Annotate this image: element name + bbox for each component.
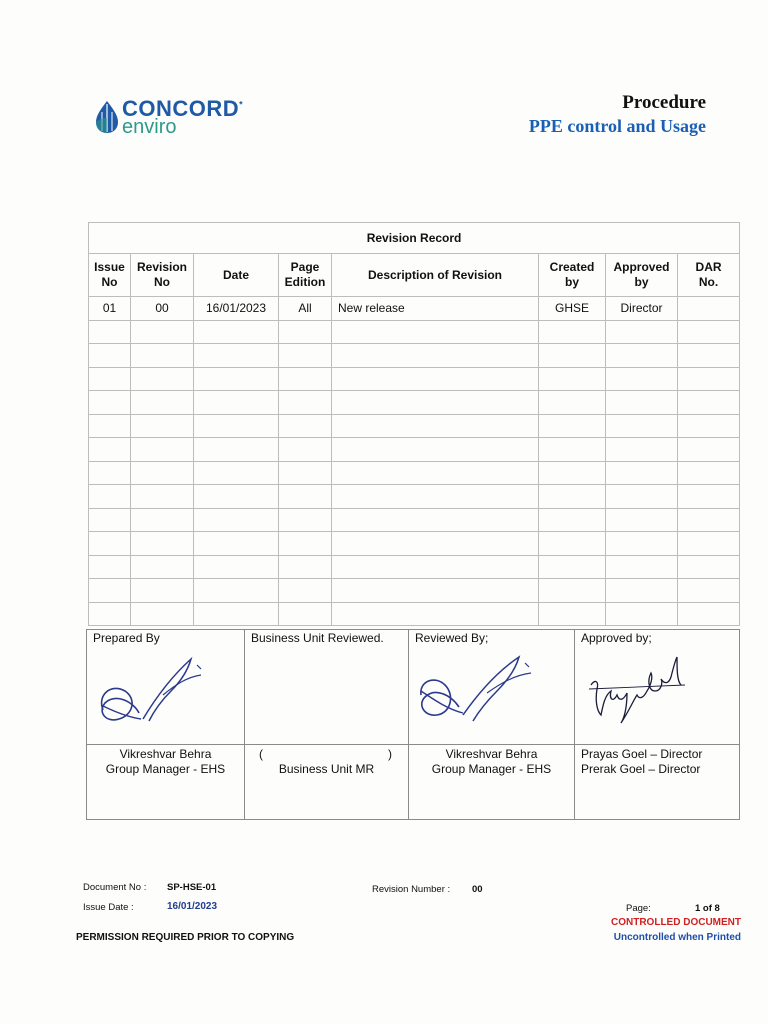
empty-cell: [89, 485, 131, 509]
empty-cell: [606, 508, 678, 532]
prepared-by-title: Group Manager - EHS: [105, 762, 226, 776]
table-row: [89, 485, 740, 509]
empty-cell: [194, 414, 279, 438]
document-title: PPE control and Usage: [528, 116, 706, 136]
empty-cell: [606, 414, 678, 438]
empty-cell: [539, 414, 606, 438]
empty-cell: [89, 391, 131, 415]
empty-cell: [89, 555, 131, 579]
empty-cell: [279, 320, 332, 344]
blank-name-parens: [251, 747, 402, 761]
created-by-cell: GHSE: [539, 297, 606, 321]
empty-cell: [131, 367, 194, 391]
table-row: [89, 344, 740, 368]
empty-cell: [539, 438, 606, 462]
logo-brand-text: CONCORD*: [122, 96, 244, 121]
empty-cell: [131, 344, 194, 368]
table-row: [89, 532, 740, 556]
business-unit-mr-cell: [245, 745, 409, 820]
prepared-by-cell: [87, 630, 245, 745]
issue-date-label: Issue Date :: [83, 902, 134, 913]
empty-cell: [606, 532, 678, 556]
empty-cell: [332, 485, 539, 509]
table-row: [89, 297, 740, 321]
empty-cell: [332, 508, 539, 532]
empty-cell: [279, 461, 332, 485]
empty-cell: [194, 579, 279, 603]
empty-cell: [332, 532, 539, 556]
empty-cell: [678, 391, 740, 415]
empty-cell: [678, 414, 740, 438]
empty-cell: [332, 555, 539, 579]
description-cell: New release: [332, 297, 539, 321]
empty-cell: [678, 485, 740, 509]
logo-sub-text: enviro: [122, 116, 177, 138]
approver-line-2: Prerak Goel – Director: [581, 762, 701, 776]
empty-cell: [131, 438, 194, 462]
dar-no-cell: [678, 297, 740, 321]
empty-cell: [539, 485, 606, 509]
empty-cell: [279, 414, 332, 438]
empty-cell: [194, 555, 279, 579]
reviewed-by-label: Reviewed By;: [415, 631, 489, 645]
empty-cell: [89, 367, 131, 391]
empty-cell: [194, 532, 279, 556]
empty-cell: [194, 391, 279, 415]
column-header: DAR No.: [678, 254, 740, 297]
business-unit-mr-name: Business Unit MR: [278, 762, 375, 776]
empty-cell: [131, 555, 194, 579]
empty-cell: [131, 508, 194, 532]
revision-no-cell: 00: [131, 297, 194, 321]
empty-cell: [279, 438, 332, 462]
empty-cell: [194, 344, 279, 368]
empty-cell: [678, 344, 740, 368]
issue-date-value: 16/01/2023: [167, 901, 218, 912]
document-no-value: SP-HSE-01: [167, 882, 217, 893]
empty-cell: [606, 602, 678, 626]
revision-record-table: [88, 222, 740, 626]
empty-cell: [279, 391, 332, 415]
empty-cell: [539, 391, 606, 415]
empty-cell: [539, 508, 606, 532]
empty-cell: [539, 555, 606, 579]
empty-cell: [89, 579, 131, 603]
table-row: [89, 555, 740, 579]
empty-cell: [131, 485, 194, 509]
empty-cell: [279, 532, 332, 556]
empty-cell: [678, 508, 740, 532]
table-row: [89, 391, 740, 415]
empty-cell: [606, 391, 678, 415]
column-header: Revision No: [131, 254, 194, 297]
revision-header-row: [89, 254, 740, 297]
empty-cell: [131, 602, 194, 626]
controlled-document-notice: CONTROLLED DOCUMENT: [611, 917, 741, 928]
business-unit-reviewed-label: Business Unit Reviewed.: [251, 631, 384, 645]
empty-cell: [89, 438, 131, 462]
column-header: Date: [194, 254, 279, 297]
paren-close: ): [388, 747, 392, 761]
prepared-by-name-cell: [87, 745, 245, 820]
reviewed-by-title: Group Manager - EHS: [431, 762, 552, 776]
empty-cell: [539, 461, 606, 485]
reviewed-by-name-cell: [409, 745, 575, 820]
empty-cell: [89, 344, 131, 368]
table-row: [89, 461, 740, 485]
signoff-table: [86, 629, 740, 820]
empty-cell: [279, 579, 332, 603]
column-header: Description of Revision: [332, 254, 539, 297]
page-label: Page:: [626, 903, 651, 914]
approved-by-label: Approved by;: [581, 631, 652, 645]
empty-cell: [131, 532, 194, 556]
table-row: [89, 508, 740, 532]
reviewed-by-name: Vikreshvar Behra: [445, 747, 538, 761]
company-logo: [94, 96, 294, 142]
column-header: Page Edition: [279, 254, 332, 297]
reviewed-by-cell: [409, 630, 575, 745]
empty-cell: [678, 532, 740, 556]
empty-cell: [678, 438, 740, 462]
empty-cell: [194, 438, 279, 462]
empty-cell: [131, 461, 194, 485]
signature-image: [581, 655, 691, 727]
signature-image: [415, 655, 545, 733]
approver-line-1: Prayas Goel – Director: [581, 747, 703, 761]
table-row: [89, 367, 740, 391]
issue-no-cell: 01: [89, 297, 131, 321]
empty-cell: [606, 579, 678, 603]
empty-cell: [89, 532, 131, 556]
empty-cell: [279, 508, 332, 532]
empty-cell: [194, 508, 279, 532]
document-no-label: Document No :: [83, 882, 147, 893]
page-edition-cell: All: [279, 297, 332, 321]
empty-cell: [279, 555, 332, 579]
table-row: [89, 438, 740, 462]
table-row: [89, 602, 740, 626]
empty-cell: [332, 367, 539, 391]
document-type: Procedure: [622, 92, 706, 113]
table-row: [89, 579, 740, 603]
empty-cell: [279, 602, 332, 626]
empty-cell: [678, 320, 740, 344]
empty-cell: [606, 555, 678, 579]
empty-cell: [332, 414, 539, 438]
empty-cell: [194, 602, 279, 626]
leaf-drop-icon: [94, 100, 120, 134]
empty-cell: [332, 391, 539, 415]
empty-cell: [539, 602, 606, 626]
empty-cell: [606, 485, 678, 509]
empty-cell: [194, 320, 279, 344]
empty-cell: [332, 579, 539, 603]
empty-cell: [539, 344, 606, 368]
signature-image: [93, 655, 213, 733]
column-header: Issue No: [89, 254, 131, 297]
table-row: [89, 320, 740, 344]
empty-cell: [332, 320, 539, 344]
empty-cell: [332, 602, 539, 626]
page-number: 1 of 8: [695, 903, 720, 914]
empty-cell: [606, 461, 678, 485]
empty-cell: [194, 485, 279, 509]
column-header: Approved by: [606, 254, 678, 297]
empty-cell: [539, 367, 606, 391]
paren-open: (: [259, 747, 263, 761]
empty-cell: [678, 579, 740, 603]
approved-by-cell: Director: [606, 297, 678, 321]
table-row: [89, 414, 740, 438]
empty-cell: [606, 438, 678, 462]
date-cell: 16/01/2023: [194, 297, 279, 321]
empty-cell: [678, 367, 740, 391]
business-unit-reviewed-cell: [245, 630, 409, 745]
empty-cell: [539, 579, 606, 603]
uncontrolled-notice: Uncontrolled when Printed: [613, 932, 741, 943]
copy-permission-notice: PERMISSION REQUIRED PRIOR TO COPYING: [76, 932, 295, 943]
empty-cell: [678, 602, 740, 626]
empty-cell: [332, 438, 539, 462]
empty-cell: [131, 579, 194, 603]
empty-cell: [89, 320, 131, 344]
empty-cell: [194, 367, 279, 391]
empty-cell: [678, 461, 740, 485]
column-header: Created by: [539, 254, 606, 297]
approved-by-cell: [575, 630, 740, 745]
empty-cell: [279, 485, 332, 509]
empty-cell: [279, 367, 332, 391]
revision-number-value: 00: [472, 884, 483, 895]
revision-number-label: Revision Number :: [372, 884, 451, 895]
empty-cell: [279, 344, 332, 368]
prepared-by-name: Vikreshvar Behra: [119, 747, 212, 761]
empty-cell: [332, 344, 539, 368]
empty-cell: [606, 320, 678, 344]
approved-by-name-cell: [575, 745, 740, 820]
empty-cell: [89, 508, 131, 532]
empty-cell: [539, 532, 606, 556]
empty-cell: [332, 461, 539, 485]
empty-cell: [131, 320, 194, 344]
empty-cell: [606, 367, 678, 391]
revision-record-caption: Revision Record: [89, 223, 740, 254]
empty-cell: [89, 414, 131, 438]
empty-cell: [89, 602, 131, 626]
empty-cell: [606, 344, 678, 368]
empty-cell: [678, 555, 740, 579]
empty-cell: [89, 461, 131, 485]
empty-cell: [131, 391, 194, 415]
prepared-by-label: Prepared By: [93, 631, 160, 645]
empty-cell: [131, 414, 194, 438]
empty-cell: [194, 461, 279, 485]
empty-cell: [539, 320, 606, 344]
